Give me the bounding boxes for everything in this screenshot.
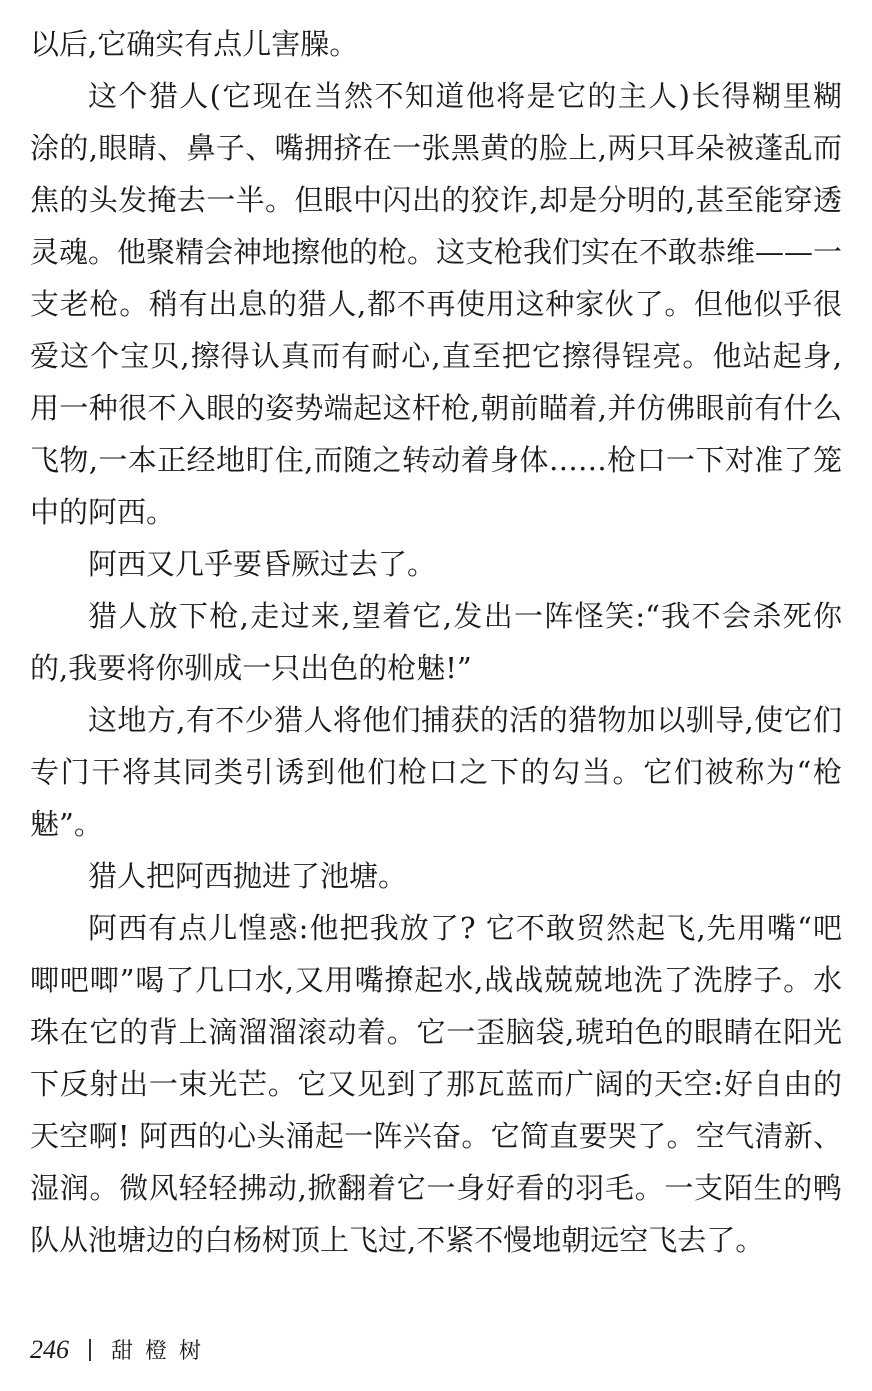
text-line: 珠在它的背上滴溜溜滚动着。它一歪脑袋,琥珀色的眼睛在阳光 — [30, 1015, 842, 1049]
book-title: 甜橙树 — [111, 1339, 214, 1364]
text-line: 这地方,有不少猎人将他们捕获的活的猎物加以驯导,使它们 — [88, 703, 842, 737]
text-line: 阿西有点儿惶惑:他把我放了? 它不敢贸然起飞,先用嘴“吧 — [88, 911, 842, 945]
text-line: 支老枪。稍有出息的猎人,都不再使用这种家伙了。但他似乎很 — [30, 287, 842, 321]
text-line: 的,我要将你驯成一只出色的枪魅!” — [30, 651, 472, 685]
text-line: 灵魂。他聚精会神地擦他的枪。这支枪我们实在不敢恭维——一 — [30, 235, 842, 269]
text-line: 下反射出一束光芒。它又见到了那瓦蓝而广阔的天空:好自由的 — [30, 1067, 842, 1101]
text-line: 飞物,一本正经地盯住,而随之转动着身体……枪口一下对准了笼 — [30, 443, 842, 477]
text-line: 天空啊! 阿西的心头涌起一阵兴奋。它简直要哭了。空气清新、 — [30, 1119, 842, 1153]
text-line: 队从池塘边的白杨树顶上飞过,不紧不慢地朝远空飞去了。 — [30, 1223, 765, 1257]
text-line: 用一种很不入眼的姿势端起这杆枪,朝前瞄着,并仿佛眼前有什么 — [30, 391, 842, 425]
text-line: 唧吧唧”喝了几口水,又用嘴撩起水,战战兢兢地洗了洗脖子。水 — [30, 963, 842, 997]
text-line: 湿润。微风轻轻拂动,掀翻着它一身好看的羽毛。一支陌生的鸭 — [30, 1171, 842, 1205]
text-line: 专门干将其同类引诱到他们枪口之下的勾当。它们被称为“枪 — [30, 755, 842, 789]
footer-divider — [89, 1339, 91, 1361]
page-number: 246 — [30, 1334, 69, 1364]
text-line: 这个猎人(它现在当然不知道他将是它的主人)长得糊里糊 — [88, 79, 842, 113]
body-text — [30, 18, 842, 1266]
text-line: 焦的头发掩去一半。但眼中闪出的狡诈,却是分明的,甚至能穿透 — [30, 183, 842, 217]
text-line: 涂的,眼睛、鼻子、嘴拥挤在一张黑黄的脸上,两只耳朵被蓬乱而 — [30, 131, 842, 165]
text-line: 猎人把阿西抛进了池塘。 — [88, 859, 408, 893]
text-line: 魅”。 — [30, 807, 103, 841]
text-line: 猎人放下枪,走过来,望着它,发出一阵怪笑:“我不会杀死你 — [88, 599, 842, 633]
text-line: 爱这个宝贝,擦得认真而有耐心,直至把它擦得锃亮。他站起身, — [30, 339, 842, 373]
text-line: 阿西又几乎要昏厥过去了。 — [88, 547, 437, 581]
page-footer — [30, 1334, 213, 1365]
text-line: 中的阿西。 — [30, 495, 176, 529]
text-line: 以后,它确实有点儿害臊。 — [30, 27, 359, 61]
